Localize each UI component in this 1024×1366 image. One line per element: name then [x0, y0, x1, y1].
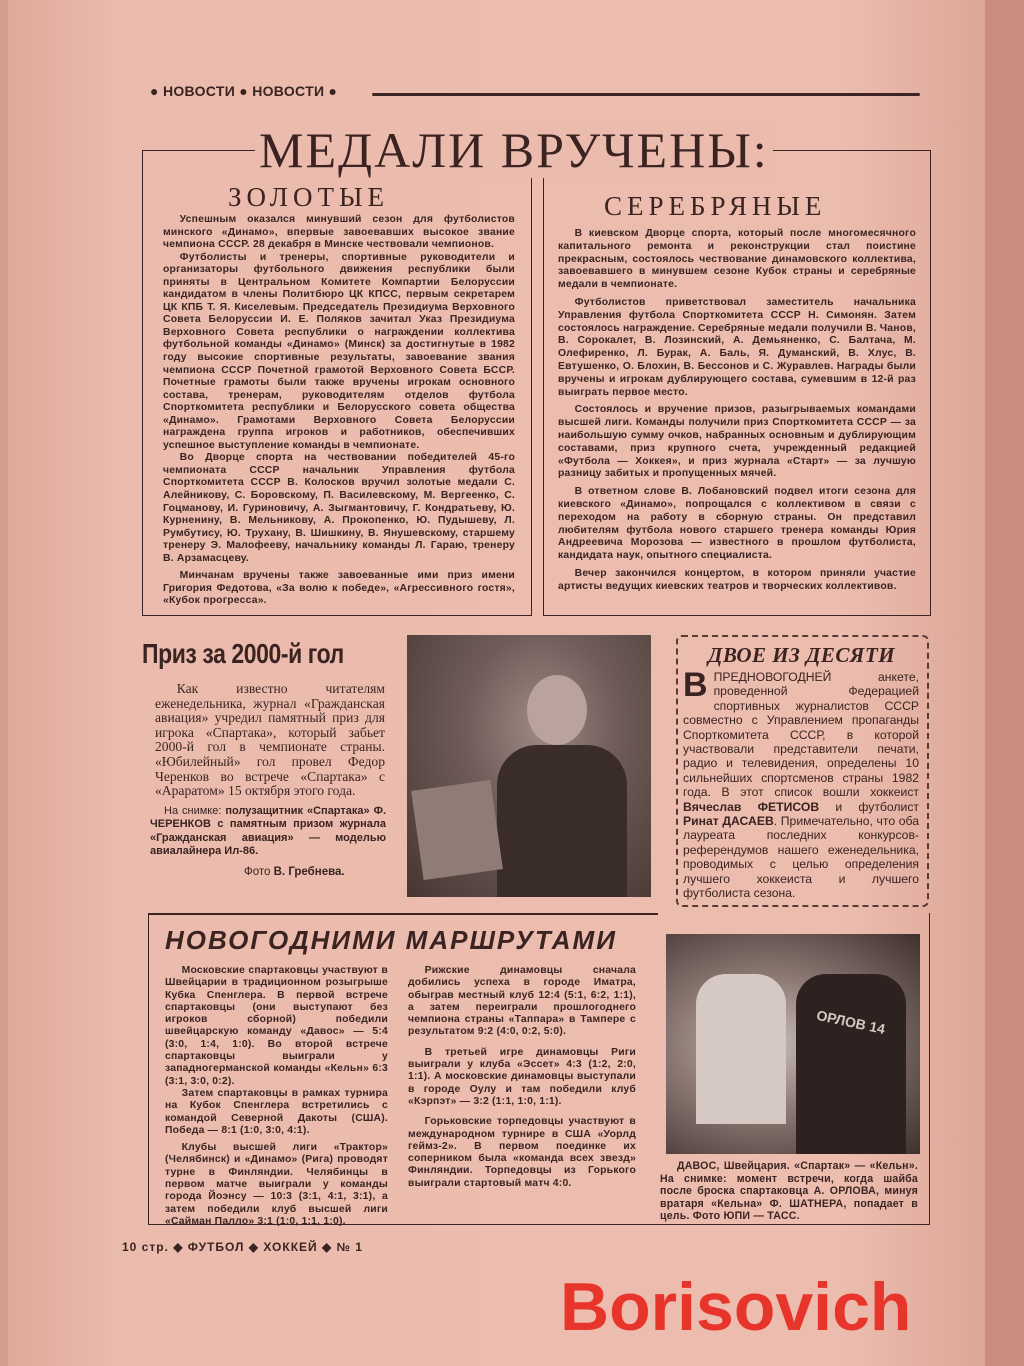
paragraph: Состоялось и вручение призов, разыгрываемых командами высшей лиги. Команды получили приз Спорткомитета СССР — за наибольшую сумму очков, набранных основным и дублирующим составами, приз крупного счета, учрежденный редакцией «Футбола — Хоккея», и приз журнала «Старт» — за лучшую разницу забитых и пропущенных мячей. [558, 404, 916, 480]
hockey-photo-caption [660, 1160, 918, 1223]
paragraph: Во Дворце спорта на чествовании победителей 45-го чемпионата СССР начальник Управления футбола Спорткомитета СССР В. Колосков вручил золотые медали С. Алейникову, С. Боровскому, П. Василевскому, М. Вергеенко, С. Гоцманову, И. Гуриновичу, А. Зыгмантовичу, Г. Кондратьеву, Ю. Курненину, В. Мельникову, А. Прокопенко, Ю. Пудышеву, Л. Румбутису, Ю. Трухану, В. Шишкину, В. Янушевскому, старшему тренеру Э. Малофееву, начальнику команды Л. Гараю, тренеру В. Арзамасцеву. [163, 452, 515, 564]
athlete-name: Вячеслав ФЕТИСОВ [683, 799, 820, 814]
caption-text: полузащитник «Спартака» Ф. ЧЕРЕНКОВ с памятным призом журнала «Гражданская авиация» — моделью авиалайнера Ил-86. [150, 804, 387, 858]
prize-body [155, 682, 385, 799]
caption-text: ДАВОС, Швейцария. «Спартак» — «Кельн». На снимке: момент встречи, когда шайба после броска спартаковца А. ОРЛОВА, минуя вратаря «Кельна» Ф. ШАТНЕРА, попадает в цель. Фото ЮПИ — ТАСС. [660, 1160, 918, 1222]
photo-credit [150, 865, 386, 879]
photo-figure-body [497, 745, 627, 897]
paragraph: Футболистов приветствовал заместитель начальника Управления футбола Спорткомитета СССР Н. Симонян. Затем состоялось награждение. Серебряные медали получили В. Чанов, В. Сорокалет, В. Лозинский, А. Демьяненко, С. Балтача, М. Олефиренко, Л. Бурак, А. Баль, Я. Думанский, В. Хлус, В. Евтушенко, О. Блохин, В. Бессонов и С. Журавлев. Награды были вручены и игрокам дублирующего состава, сумевшим в 12-й раз выиграть первое место. [558, 296, 916, 398]
drop-cap: В [683, 666, 708, 704]
paragraph: Как известно читателям еженедельника, журнал «Гражданская авиация» учредил памятный приз для игрока «Спартака», который забьет 2000-й гол в чемпионате страны. «Юбилейный» гол провел Федор Черенков во встрече «Спартака» с «Араратом» 15 октября этого года. [155, 681, 385, 799]
routes-headline: НОВОГОДНИМИ МАРШРУТАМИ [165, 925, 617, 955]
photo-trophy-stand [411, 780, 503, 880]
cherenkov-photo [407, 635, 651, 897]
routes-column-1 [165, 965, 388, 1228]
body-text: и футболист [835, 799, 920, 814]
paragraph: Горьковские торпедовцы участвуют в международном турнире в США «Уорлд геймз-2». В первом поединке их соперником была «команда всех звезд» Финляндии. Торпедовцы из Горького выиграли стартовый матч 4:0. [408, 1116, 636, 1189]
paragraph: В киевском Дворце спорта, который после многомесячного капитального ремонта и реконструкции стал поистине прекрасным, состоялось чествование динамовского коллектива, завоевавшего в минувшем сезоне Кубок страны и серебряные медали в чемпионате. [558, 228, 916, 291]
section-rubric: ● НОВОСТИ ● НОВОСТИ ● [150, 83, 338, 99]
page-edge [985, 0, 1024, 1366]
medals-headline: МЕДАЛИ ВРУЧЕНЫ: [255, 122, 773, 178]
body-text: анкете, проведенной Федерацией спортивных журналистов СССР совместно с Управлением пропаганды Спорткомитета СССР, в которой участвовали представители печати, радио и телевидения, определены 10 сильнейших спортсменов страны 1982 года. В этот список вошли хоккеист [683, 670, 919, 800]
paragraph: В ответном слове В. Лобановский подвел итоги сезона для киевского «Динамо», попрощался с коллективом в связи с переходом на работу в сборную страны. Он представил любителям футбола нового старшего тренера команды Юрия Андреевича Морозова — известного в прошлом футболиста, кандидата наук, опытного специалиста. [558, 486, 916, 562]
routes-top-rule [148, 913, 658, 915]
routes-column-2 [408, 965, 636, 1190]
credit-lead: Фото [244, 865, 271, 878]
silver-subtitle: СЕРЕБРЯНЫЕ [604, 191, 827, 221]
lead-word: ПРЕДНОВОГОДНЕЙ [713, 670, 832, 684]
page-footer: 10 стр. ◆ ФУТБОЛ ◆ ХОККЕЙ ◆ № 1 [122, 1240, 363, 1254]
paragraph: Минчанам вручены также завоеванные ими приз имени Григория Федотова, «За волю к победе», «Агрессивного гостя», «Кубок прогресса». [163, 570, 515, 607]
gold-subtitle: ЗОЛОТЫЕ [228, 182, 390, 212]
paragraph: Вечер закончился концертом, в котором приняли участие артисты ведущих киевских театров и творческих коллективов. [558, 567, 916, 592]
paragraph: Футболисты и тренеры, спортивные руководители и организаторы футбольного движения республики были приняты в Центральном Комитете Компартии Белоруссии кандидатом в члены Политбюро ЦК КПСС, первым секретарем ЦК КПБ Т. Я. Киселевым. Председатель Президиума Верховного Совета Белоруссии И. Е. Поляков зачитал Указ Президиума Верховного Совета республики о награждении коллектива футбольной команды «Динамо» (Минск) за достигнутые в 1982 году высокие спортивные результаты, завоевание звания чемпиона СССР Почетной грамотой Верховного Совета БССР. Почетные грамоты были также вручены игрокам основного состава, тренерам, руководителям отделов футбола Спорткомитета республики и Белорусского совета общества «Динамо». Грамотами Верховного Совета Белоруссии награждена группа игроков и работников, обеспечивших успешное выступление команды в чемпионате. [163, 251, 515, 451]
caption-lead: На снимке: [164, 804, 222, 817]
prize-headline: Приз за 2000-й гол [142, 638, 344, 669]
photo-goalkeeper [696, 974, 786, 1124]
paragraph: В третьей игре динамовцы Риги выиграли у клуба «Эссет» 4:3 (1:2, 2:0, 1:1). А московские динамовцы выступали в городе Оулу и там победили клуб «Кэрпэт» — 3:2 (1:1, 1:0, 1:1). [408, 1046, 636, 1107]
jersey-lettering: ОРЛОВ 14 [815, 1006, 887, 1038]
paragraph: Затем спартаковцы в рамках турнира на Кубок Спенглера встретились с командой Северной Дакоты (США). Победа — 8:1 (1:0, 3:0, 4:1). [165, 1087, 388, 1136]
paragraph: Московские спартаковцы участвуют в Швейцарии в традиционном розыгрыше Кубка Спенглера. В первой встрече спартаковцы (они выступают без игроков сборной) победили швейцарскую команду «Давос» — 5:4 (3:0, 1:4, 1:0). Во второй встрече спартаковцы выиграли у западногерманской команды «Кельн» 6:3 (3:1, 3:0, 0:2). [165, 965, 388, 1087]
paragraph: Рижские динамовцы сначала добились успеха в городе Иматра, обыграв местный клуб 12:4 (5:1, 6:2, 1:1), а затем переиграли прошлогоднего чемпиона страны «Таппара» в Тампере с результатом 9:2 (4:0, 0:2, 5:0). [408, 965, 636, 1038]
silver-article-body [558, 228, 916, 594]
watermark: Borisovich [560, 1269, 912, 1345]
rubric-rule [372, 93, 920, 96]
paragraph: Успешным оказался минувший сезон для футболистов минского «Динамо», впервые завоевавших высокое звание чемпиона СССР. 28 декабря в Минске чествовали чемпионов. [163, 214, 515, 251]
athlete-name: Ринат ДАСАЕВ [683, 814, 774, 829]
paragraph: Клубы высшей лиги «Трактор» (Челябинск) и «Динамо» (Рига) проводят турне в Финляндии. Челябинцы в первом матче выиграли у команды города Йоэнсу — 10:3 (3:1, 4:1, 3:1), а затем победили клуб высшей лиги «Сайман Палло» 3:1 (1:0, 1:1, 1:0). [165, 1142, 388, 1227]
hockey-photo [666, 934, 920, 1154]
body-text: . Примечательно, что оба лауреата последних конкурсов-референдумов нашего еженедельника, проводимых с целью определения лучшего хоккеиста и лучшего футболиста сезона. [683, 814, 919, 901]
photo-figure-head [527, 675, 587, 745]
credit-name: В. Гребнева. [273, 865, 345, 878]
prize-text-column [150, 682, 386, 879]
photo-player-dark [796, 974, 906, 1154]
two-of-ten-body [683, 666, 920, 901]
gold-article-body [163, 214, 515, 608]
two-of-ten-headline: ДВОЕ ИЗ ДЕСЯТИ [708, 643, 896, 667]
prize-photo-caption [150, 805, 386, 859]
